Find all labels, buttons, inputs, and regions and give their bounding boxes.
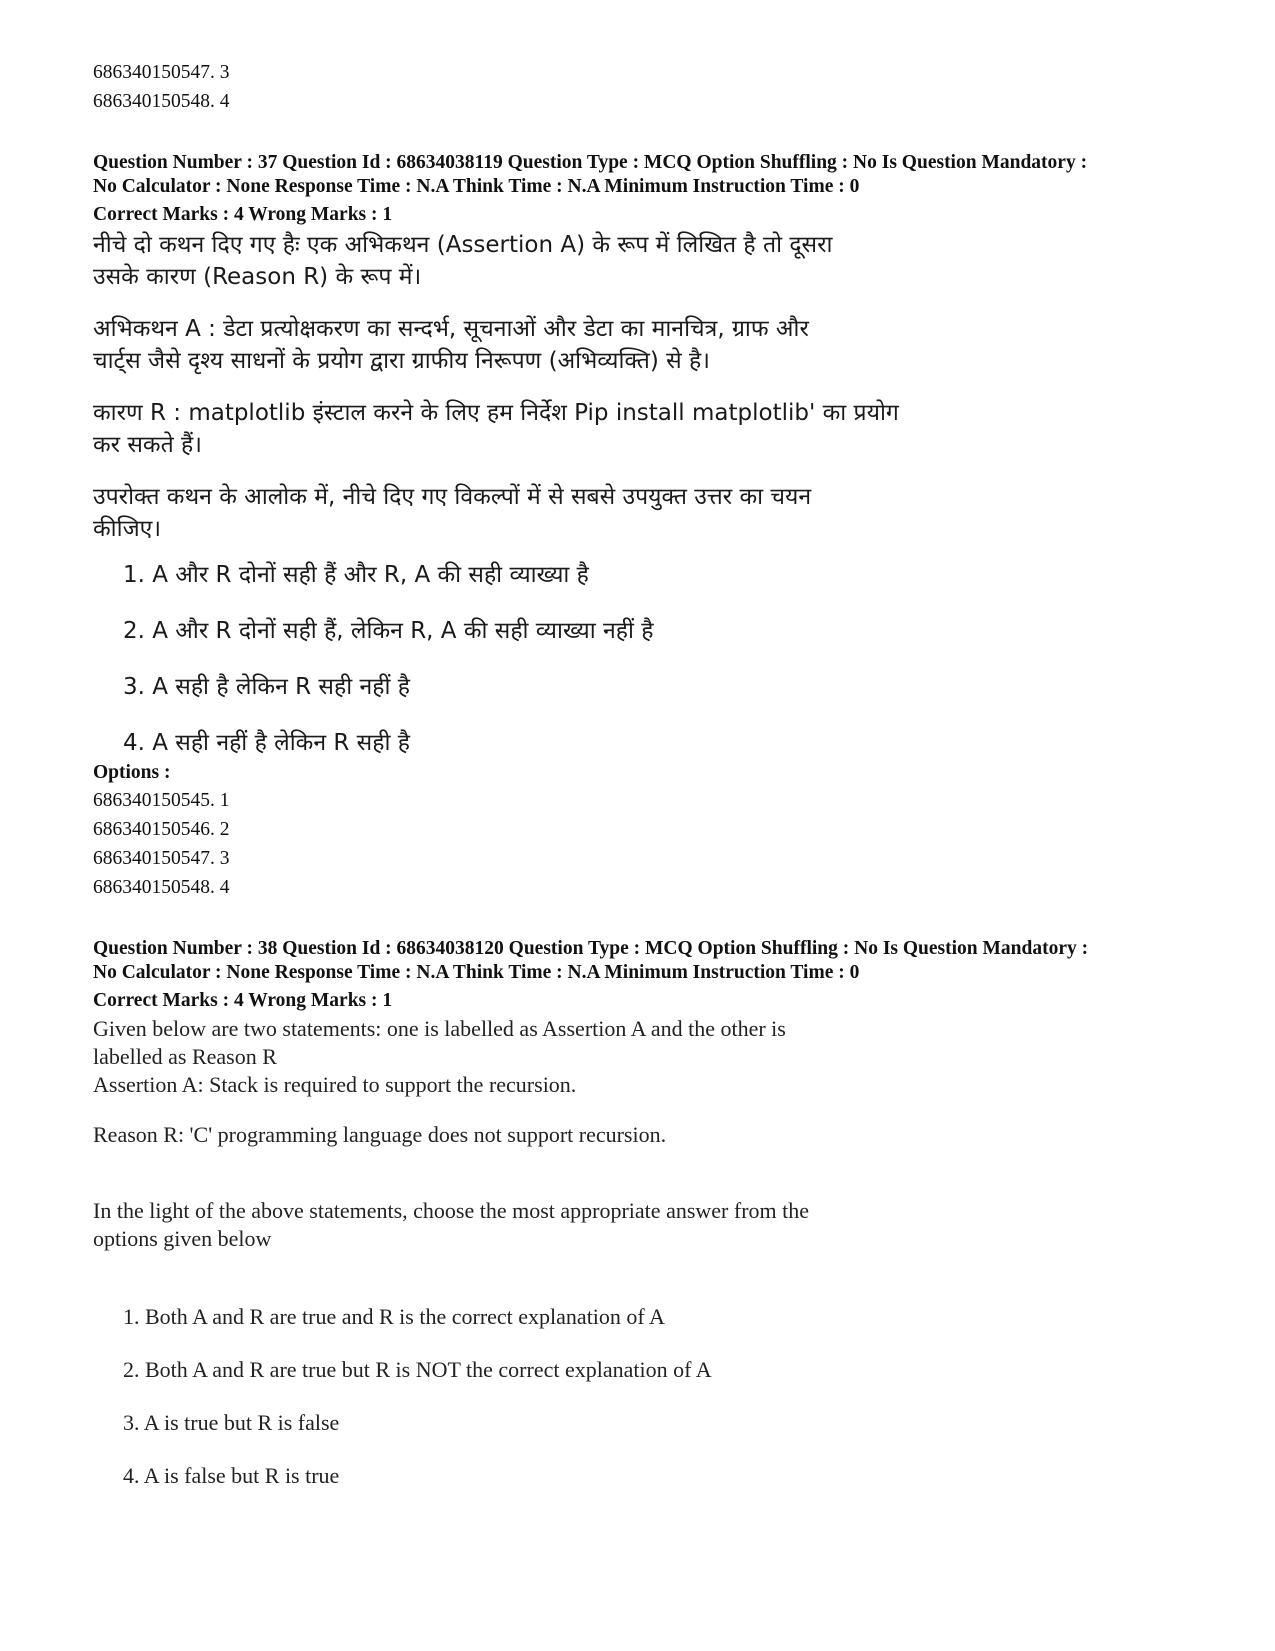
choice-item: 2. A और R दोनों सही हैं, लेकिन R, A की सही व्याख्या नहीं है	[123, 618, 654, 644]
text-line: उसके कारण (Reason R) के रूप में।	[93, 264, 422, 290]
question-header: No Calculator : None Response Time : N.A Think Time : N.A Minimum Instruction Time : 0	[93, 176, 860, 197]
text-line: अभिकथन A : डेटा प्रत्योक्षकरण का सन्दर्भ, सूचनाओं और डेटा का मानचित्र, ग्राफ और	[93, 316, 809, 342]
choice-list	[93, 1303, 1193, 1490]
text-line: नीचे दो कथन दिए गए हैः एक अभिकथन (Assertion A) के रूप में लिखित है तो दूसरा	[93, 232, 833, 258]
option-id-line: 686340150547. 3	[93, 62, 230, 83]
text-line: उपरोक्त कथन के आलोक में, नीचे दिए गए विकल्पों में से सबसे उपयुक्त उत्तर का चयन	[93, 484, 812, 510]
question-marks: Correct Marks : 4 Wrong Marks : 1	[93, 990, 393, 1011]
choice-item: 1. Both A and R are true and R is the correct explanation of A	[123, 1304, 665, 1329]
option-id-line: 686340150547. 3	[93, 848, 230, 869]
choice-item: 3. A is true but R is false	[123, 1410, 340, 1435]
text-line: labelled as Reason R	[93, 1044, 277, 1069]
instruction-text	[93, 481, 1193, 545]
question-header: Question Number : 37 Question Id : 68634038119 Question Type : MCQ Option Shuffling : No Is Question Mandatory :	[93, 152, 1088, 173]
choice-item: 3. A सही है लेकिन R सही नहीं है	[123, 674, 410, 700]
question-38	[93, 937, 1193, 1490]
reason-text: Reason R: 'C' programming language does not support recursion.	[93, 1122, 667, 1147]
option-id-line: 686340150545. 1	[93, 790, 230, 811]
option-id-line: 686340150548. 4	[93, 877, 230, 898]
choice-list	[93, 559, 1193, 759]
choice-item: 2. Both A and R are true but R is NOT the correct explanation of A	[123, 1357, 712, 1382]
question-header: No Calculator : None Response Time : N.A Think Time : N.A Minimum Instruction Time : 0	[93, 962, 860, 983]
option-id-line: 686340150548. 4	[93, 91, 230, 112]
question-header: Question Number : 38 Question Id : 68634038120 Question Type : MCQ Option Shuffling : No Is Question Mandatory :	[93, 938, 1089, 959]
option-id-line: 686340150546. 2	[93, 819, 230, 840]
text-line: कर सकते हैं।	[93, 432, 202, 458]
choice-item: 1. A और R दोनों सही हैं और R, A की सही व्याख्या है	[123, 562, 589, 588]
reason-text	[93, 397, 1193, 461]
text-line: कीजिए।	[93, 516, 162, 542]
text-line: Given below are two statements: one is labelled as Assertion A and the other is	[93, 1016, 786, 1041]
text-line: options given below	[93, 1226, 272, 1251]
choice-item: 4. A सही नहीं है लेकिन R सही है	[123, 730, 410, 756]
question-intro	[93, 1015, 1193, 1099]
option-id-list	[93, 786, 1193, 902]
question-37	[93, 151, 1193, 902]
question-marks: Correct Marks : 4 Wrong Marks : 1	[93, 204, 393, 225]
assertion-text: Assertion A: Stack is required to support the recursion.	[93, 1072, 577, 1097]
options-label: Options :	[93, 762, 171, 783]
text-line: In the light of the above statements, choose the most appropriate answer from the	[93, 1198, 810, 1223]
text-line: कारण R : matplotlib इंस्टाल करने के लिए हम निर्देश Pip install matplotlib' का प्रयोग	[93, 400, 899, 426]
text-line: चार्ट्स जैसे दृश्य साधनों के प्रयोग द्वारा ग्राफीय निरूपण (अभिव्यक्ति) से है।	[93, 348, 710, 374]
instruction-text	[93, 1197, 1193, 1253]
question-intro	[93, 229, 1193, 293]
question-paper-page	[93, 58, 1193, 1490]
choice-item: 4. A is false but R is true	[123, 1463, 340, 1488]
assertion-text	[93, 313, 1193, 377]
